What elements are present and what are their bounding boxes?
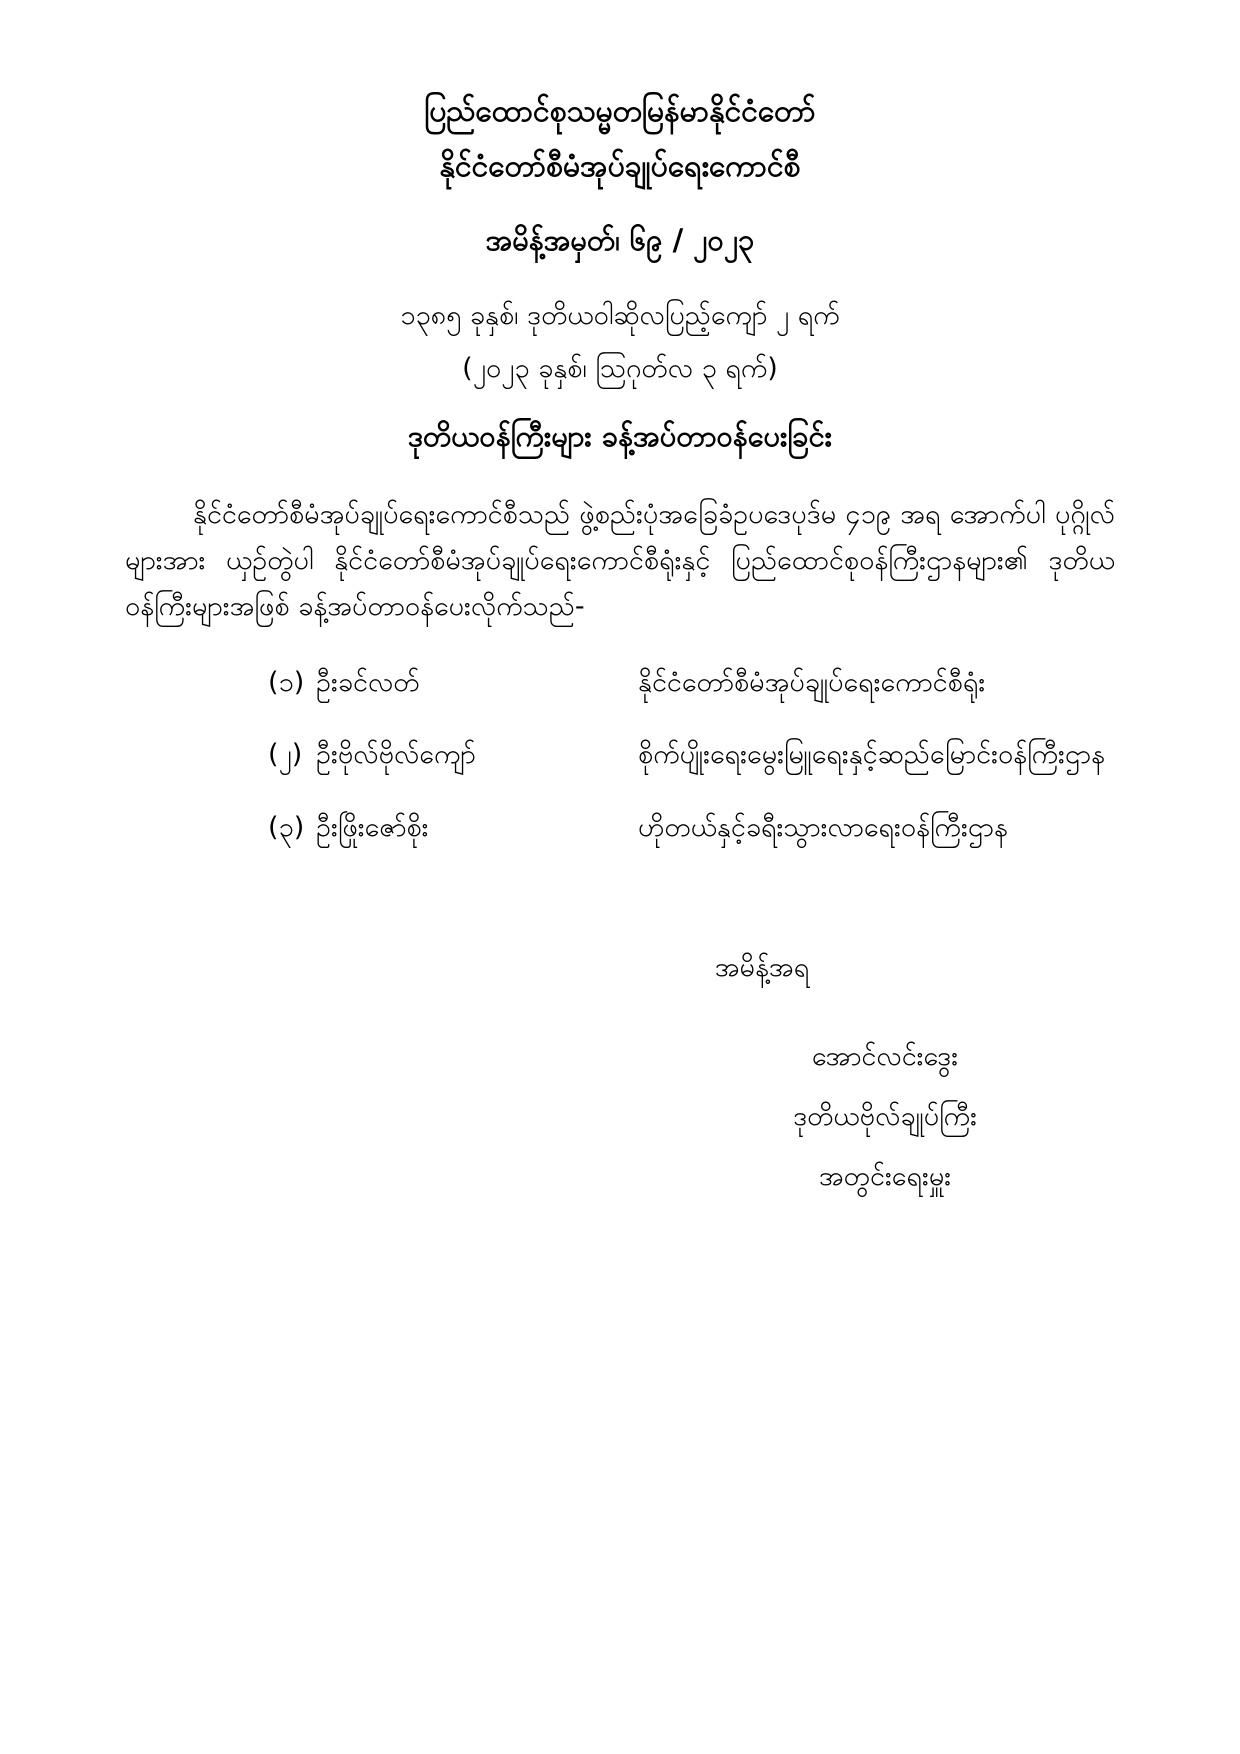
body-paragraph: နိုင်ငံတော်စီမံအုပ်ချုပ်ရေးကောင်စီသည် ဖွဲ့စည်းပုံအခြေခံဥပဒေပုဒ်မ ၄၁၉ အရ အောက်ပါ ပုဂ္ဂိုလ်များအား ယှဉ်တွဲပါ နိုင်ငံတော်စီမံအုပ်ချုပ်ရေးကောင်စီရုံးနှင့် ပြည်ထောင်စုဝန်ကြီးဌာနများ၏ ဒုတိယဝန်ကြီးများအဖြစ် ခန့်အပ်တာဝန်ပေးလိုက်သည်- xyxy=(125,498,1115,623)
order-number: အမိန့်အမှတ်၊ ၆၉ / ၂၀၂၃ xyxy=(485,223,755,257)
signatory-title: အတွင်းရေးမှူး xyxy=(818,1161,952,1193)
subject-title: ဒုတိယဝန်ကြီးများ ခန့်အပ်တာဝန်ပေးခြင်း xyxy=(407,418,833,453)
signatory-rank: ဒုတိယဗိုလ်ချုပ်ကြီး xyxy=(793,1101,977,1133)
appointee-name: ဦးခင်လတ် xyxy=(316,666,420,698)
country-title: ပြည်ထောင်စုသမ္မတမြန်မာနိုင်ငံတော် xyxy=(424,94,816,129)
appointment-row xyxy=(268,806,1115,851)
signature-block xyxy=(685,1030,1085,1204)
appointee-ministry: စိုက်ပျိုးရေးမွေးမြူရေးနှင့်ဆည်မြောင်းဝန်ကြီးဌာန xyxy=(638,739,1105,771)
myanmar-calendar-date: ၁၃၈၅ ခုနှစ်၊ ဒုတိယဝါဆိုလပြည့်ကျော် ၂ ရက် xyxy=(400,299,840,331)
appointee-ministry: ဟိုတယ်နှင့်ခရီးသွားလာရေးဝန်ကြီးဌာန xyxy=(638,811,1008,843)
appointee-number: (၃) xyxy=(268,811,305,843)
appointments-list xyxy=(268,661,1115,851)
appointment-row xyxy=(268,733,1115,778)
signatory-name: အောင်လင်းဒွေး xyxy=(811,1041,959,1073)
council-title: နိုင်ငံတော်စီမံအုပ်ချုပ်ရေးကောင်စီ xyxy=(439,149,801,184)
by-order-label: အမိန့်အရ xyxy=(714,951,810,983)
appointee-name: ဦးဗိုလ်ဗိုလ်ကျော် xyxy=(316,739,476,771)
appointment-row xyxy=(268,661,1115,706)
gregorian-date: (၂၀၂၃ ခုနှစ်၊ သြဂုတ်လ ၃ ရက်) xyxy=(462,352,778,384)
appointee-number: (၂) xyxy=(268,739,303,771)
appointee-ministry: နိုင်ငံတော်စီမံအုပ်ချုပ်ရေးကောင်စီရုံး xyxy=(638,666,986,698)
appointee-number: (၁) xyxy=(268,666,305,698)
appointee-name: ဦးဖြိုးဇော်စိုး xyxy=(316,811,429,843)
